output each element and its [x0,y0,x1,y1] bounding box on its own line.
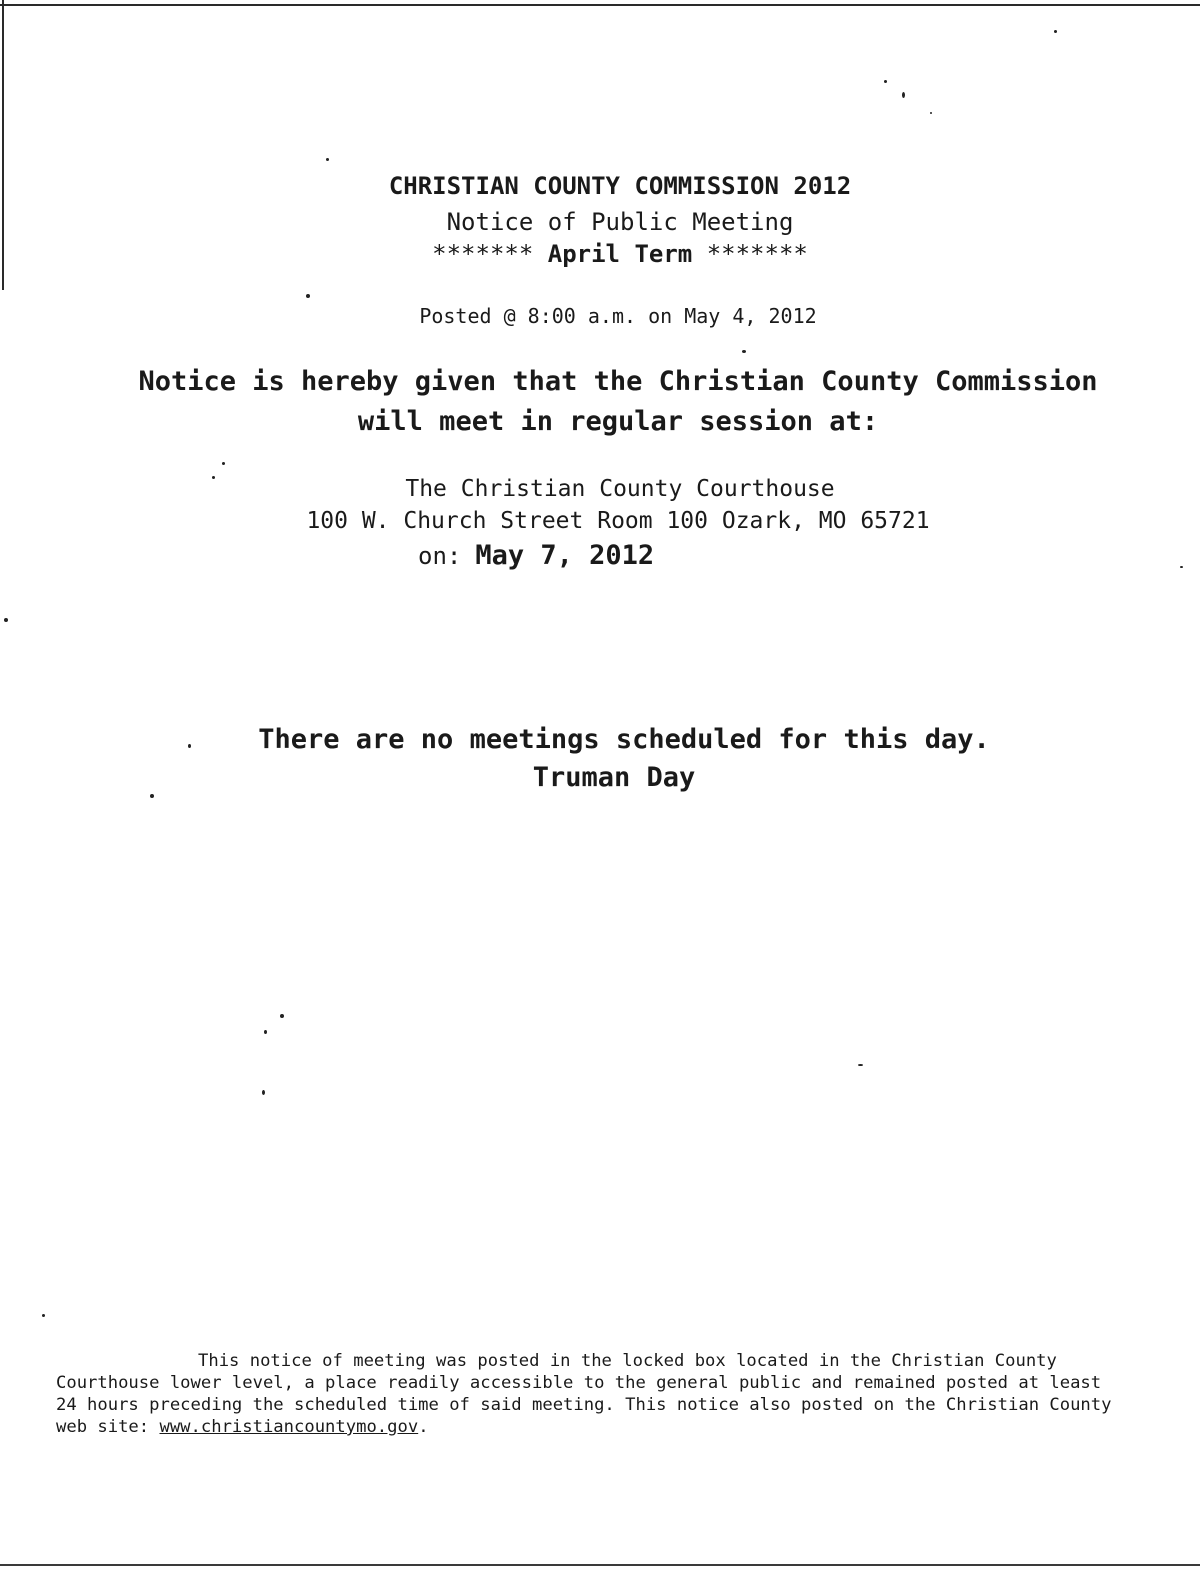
disclaimer-line-4 [56,1416,1166,1438]
notice-line-1: Notice is hereby given that the Christian County Commission [138,366,1098,397]
website-prefix: web site: [56,1417,160,1437]
meeting-date-line [418,540,654,571]
scan-speck [222,462,225,465]
disclaimer-line-2: Courthouse lower level, a place readily accessible to the general public and remained posted at least [56,1373,1102,1393]
on-label: on: [418,542,462,570]
term-prefix: ******* [432,240,534,268]
website-suffix: . [418,1417,429,1437]
venue-name: The Christian County Courthouse [405,476,835,502]
term-heading [20,240,1200,268]
scan-speck [326,158,329,161]
scan-speck [930,112,932,114]
scan-edge-left [2,0,4,290]
scan-speck [280,1014,284,1018]
scan-speck [42,1314,45,1317]
scan-speck [4,618,8,622]
scan-speck [1054,30,1057,33]
website-link[interactable]: www.christiancountymo.gov [159,1417,419,1437]
scan-speck [150,794,154,798]
scan-edge-top [0,4,1200,6]
scan-speck [1180,566,1183,568]
scan-speck [262,1090,265,1095]
scan-speck [902,92,905,98]
no-meetings-message: There are no meetings scheduled for this day. [258,724,990,755]
meeting-date: May 7, 2012 [475,540,655,571]
scan-speck [884,80,887,83]
disclaimer-line-1: This notice of meeting was posted in the locked box located in the Christian County [198,1351,1057,1371]
disclaimer-line-3: 24 hours preceding the scheduled time of said meeting. This notice also posted on the Christian County [56,1395,1112,1415]
holiday-name: Truman Day [532,762,696,793]
venue-address: 100 W. Church Street Room 100 Ozark, MO 65721 [306,508,930,534]
scan-speck [858,1064,863,1066]
posting-disclaimer [56,1350,1166,1438]
scan-edge-bottom [0,1564,1200,1566]
scan-speck [264,1030,267,1034]
document-subtitle: Notice of Public Meeting [446,208,794,236]
document-title: CHRISTIAN COUNTY COMMISSION 2012 [388,172,852,200]
posted-timestamp: Posted @ 8:00 a.m. on May 4, 2012 [419,304,817,328]
term-suffix: ******* [706,240,808,268]
scan-speck [742,350,746,353]
term-label: April Term [547,240,693,268]
notice-line-2: will meet in regular session at: [357,406,879,437]
scan-speck [306,294,310,298]
